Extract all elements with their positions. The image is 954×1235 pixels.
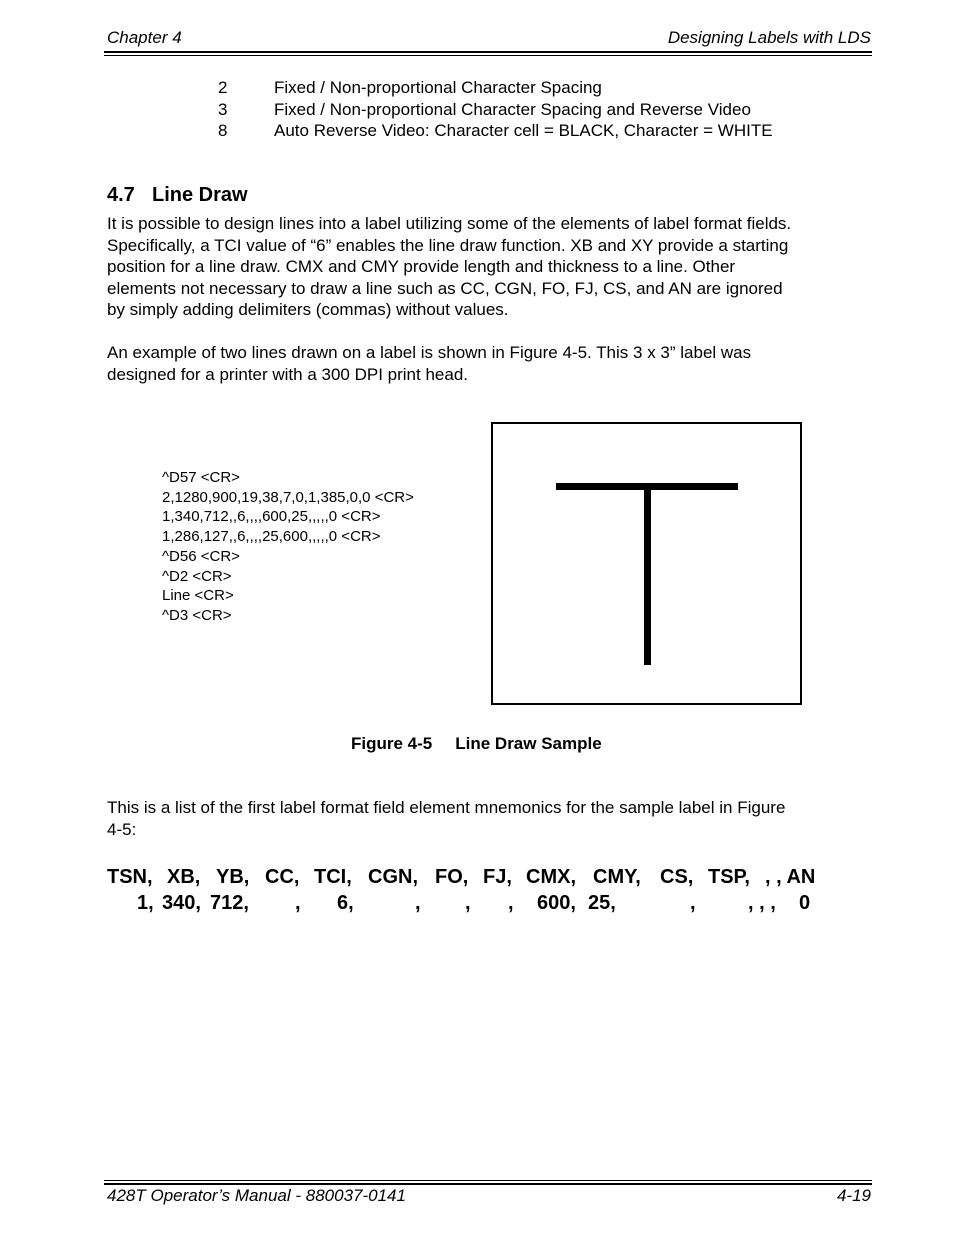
section-title: Line Draw bbox=[152, 184, 248, 206]
paragraph-line: 4-5: bbox=[107, 819, 137, 839]
mnemonic-values-row bbox=[107, 892, 867, 918]
mnemonic-value: , , , bbox=[748, 892, 776, 914]
footer-rule-thin bbox=[104, 1180, 872, 1181]
mnemonic-value: 6, bbox=[337, 892, 354, 914]
figure-caption bbox=[351, 734, 602, 754]
paragraph-line: position for a line draw. CMX and CMY provide length and thickness to a line. Other bbox=[107, 257, 736, 276]
paragraph-line: by simply adding delimiters (commas) without values. bbox=[107, 300, 509, 319]
mnemonic-value: , bbox=[295, 892, 301, 914]
section-number: 4.7 bbox=[107, 184, 135, 206]
mnemonic-value: , bbox=[415, 892, 421, 914]
paragraph-line: This is a list of the first label format field element mnemonics for the sample label in Figure bbox=[107, 798, 786, 817]
figure-title: Line Draw Sample bbox=[455, 734, 602, 753]
paragraph-line: Specifically, a TCI value of “6” enables the line draw function. XB and XY provide a starting bbox=[107, 235, 789, 255]
paragraph-mnemonics bbox=[107, 797, 877, 840]
mnemonic-name: CC, bbox=[265, 866, 300, 888]
header-rule-thin bbox=[104, 55, 872, 56]
label-preview bbox=[491, 422, 802, 705]
list-item bbox=[218, 100, 751, 120]
code-sample bbox=[162, 468, 414, 626]
list-item-number: 3 bbox=[218, 100, 228, 119]
mnemonic-value: , bbox=[690, 892, 696, 914]
mnemonic-name: CMX, bbox=[526, 866, 576, 888]
mnemonic-name: FO, bbox=[435, 866, 469, 888]
code-line: 1,286,127,,6,,,,25,600,,,,,0 <CR> bbox=[162, 528, 381, 546]
list-item bbox=[218, 78, 602, 98]
code-line: ^D57 <CR> bbox=[162, 469, 240, 486]
list-item-number: 8 bbox=[218, 121, 228, 140]
list-item-text: Auto Reverse Video: Character cell = BLACK, Character = WHITE bbox=[274, 121, 773, 140]
mnemonic-name: TSP, bbox=[708, 866, 750, 888]
paragraph-intro bbox=[107, 213, 877, 321]
paragraph-line: designed for a printer with a 300 DPI print head. bbox=[107, 364, 468, 384]
code-line: ^D2 <CR> bbox=[162, 567, 232, 585]
mnemonic-names-row bbox=[107, 866, 867, 892]
section-heading bbox=[107, 184, 248, 207]
paragraph-line: It is possible to design lines into a label utilizing some of the elements of label format fields. bbox=[107, 214, 792, 233]
mnemonic-value: 0 bbox=[799, 892, 811, 914]
header-rule bbox=[104, 51, 872, 53]
list-item bbox=[218, 121, 773, 141]
mnemonic-name: YB, bbox=[216, 866, 250, 888]
mnemonic-name: CS, bbox=[660, 866, 694, 888]
mnemonic-value: , bbox=[508, 892, 514, 914]
code-line: 1,340,712,,6,,,,600,25,,,,,0 <CR> bbox=[162, 508, 381, 526]
mnemonic-value: 600, bbox=[537, 892, 576, 914]
footer-manual: 428T Operator’s Manual - 880037-0141 bbox=[107, 1186, 406, 1205]
paragraph-line: An example of two lines drawn on a label is shown in Figure 4-5. This 3 x 3” label was bbox=[107, 343, 752, 362]
list-item-number: 2 bbox=[218, 78, 228, 97]
code-line: 2,1280,900,19,38,7,0,1,385,0,0 <CR> bbox=[162, 488, 414, 506]
code-line: ^D3 <CR> bbox=[162, 606, 232, 624]
mnemonic-name: CGN, bbox=[368, 866, 418, 888]
mnemonic-name: FJ, bbox=[483, 866, 512, 888]
mnemonic-value: 1, bbox=[137, 892, 154, 914]
mnemonic-name: CMY, bbox=[593, 866, 641, 888]
paragraph-line: elements not necessary to draw a line such as CC, CGN, FO, FJ, CS, and AN are ignored bbox=[107, 278, 783, 298]
mnemonic-value: , bbox=[465, 892, 471, 914]
header-title: Designing Labels with LDS bbox=[667, 28, 871, 47]
figure-number: Figure 4-5 bbox=[351, 734, 433, 753]
mnemonic-value: 25, bbox=[588, 892, 616, 914]
code-line: ^D56 <CR> bbox=[162, 547, 240, 565]
mnemonic-name: , , AN bbox=[765, 866, 816, 888]
footer-page-number: 4-19 bbox=[836, 1186, 871, 1205]
paragraph-example bbox=[107, 342, 877, 385]
mnemonic-name: TSN, bbox=[107, 866, 153, 888]
list-item-text: Fixed / Non-proportional Character Spacing bbox=[274, 78, 602, 97]
footer-rule bbox=[104, 1183, 872, 1185]
horizontal-line bbox=[556, 483, 738, 490]
code-line: Line <CR> bbox=[162, 587, 234, 605]
mnemonic-value: 712, bbox=[210, 892, 249, 914]
list-item-text: Fixed / Non-proportional Character Spacing and Reverse Video bbox=[274, 100, 751, 119]
mnemonic-name: XB, bbox=[167, 866, 201, 888]
header-chapter: Chapter 4 bbox=[107, 28, 182, 47]
mnemonic-value: 340, bbox=[162, 892, 201, 914]
vertical-line bbox=[644, 490, 651, 665]
mnemonic-name: TCI, bbox=[314, 866, 352, 888]
